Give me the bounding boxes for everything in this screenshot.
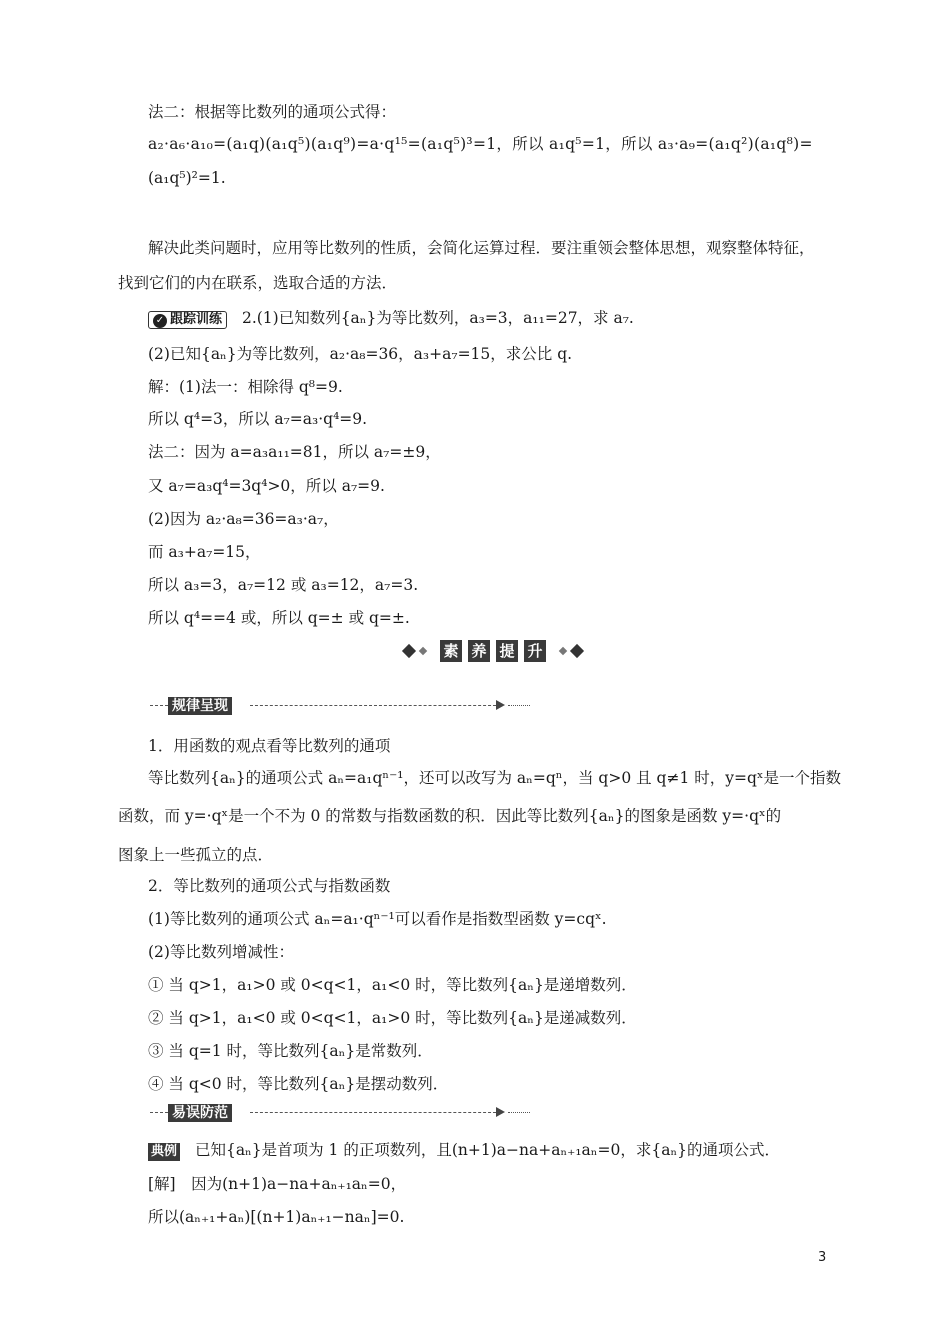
example-solution: [解] 因为(n+1)a−na+aₙ₊₁aₙ=0， <box>148 1175 407 1193</box>
pattern-label: 规律呈现 <box>168 696 232 715</box>
divider <box>150 705 168 706</box>
section-title-char: 养 <box>468 640 490 662</box>
section-title-char: 素 <box>440 640 462 662</box>
section-title-banner <box>388 638 598 664</box>
solution-line: 而 a₃+a₇=15， <box>148 543 261 561</box>
method2-formula-line2: (a₁q⁵)²=1. <box>148 169 226 187</box>
tracking-question1: 2.(1)已知数列{aₙ}为等比数列，a₃=3，a₁₁=27，求 a₇. <box>241 309 634 327</box>
example-text: 已知{aₙ}是首项为 1 的正项数列，且(n+1)a−na+aₙ₊₁aₙ=0，求{aₙ}的通项公式． <box>194 1141 781 1159</box>
divider <box>150 1112 168 1113</box>
pattern-item1-text: 图象上一些孤立的点． <box>118 846 274 864</box>
diamond-icon <box>559 647 567 655</box>
example-badge: 典例 <box>148 1143 180 1161</box>
section-title-char: 提 <box>496 640 518 662</box>
solution-line: 又 a₇=a₃q⁴=3q⁴>0，所以 a₇=9. <box>148 477 385 495</box>
pattern-case: ② 当 q>1，a₁<0 或 0<q<1，a₁>0 时，等比数列{aₙ}是递减数列． <box>148 1009 637 1027</box>
diamond-icon <box>570 644 584 658</box>
solution-line: 解：(1)法一：相除得 q⁸=9. <box>148 378 343 396</box>
divider <box>508 705 530 706</box>
divider <box>250 1112 496 1113</box>
solution-line: (2)因为 a₂·a₈=36=a₃·a₇， <box>148 510 339 528</box>
example-row <box>148 1140 780 1161</box>
tracking-badge: ✓ 跟踪训练 <box>148 311 227 329</box>
summary-line2: 找到它们的内在联系，选取合适的方法． <box>118 274 398 292</box>
solution-line: 法二：因为 a=a₃a₁₁=81，所以 a₇=±9， <box>148 443 441 461</box>
arrow-icon <box>496 700 505 710</box>
pattern-item1-text: 函数，而 y=·qˣ是一个不为 0 的常数与指数函数的积．因此等比数列{aₙ}的图象是函数 y=·qˣ的 <box>118 807 782 825</box>
pattern-item1-text: 等比数列{aₙ}的通项公式 aₙ=a₁qⁿ⁻¹，还可以改写为 aₙ=qⁿ，当 q>0 且 q≠1 时，y=qˣ是一个指数 <box>148 769 841 787</box>
summary-line1: 解决此类问题时，应用等比数列的性质，会简化运算过程．要注重领会整体思想，观察整体特征， <box>148 239 815 257</box>
solution-line: 所以 q⁴==4 或，所以 q=± 或 q=±. <box>148 609 410 627</box>
example-solution: 所以(aₙ₊₁+aₙ)[(n+1)aₙ₊₁−naₙ]=0. <box>148 1208 405 1226</box>
method2-heading: 法二：根据等比数列的通项公式得： <box>148 103 397 121</box>
pattern-item1-title: 1．用函数的观点看等比数列的通项 <box>148 737 391 755</box>
arrow-icon <box>496 1107 505 1117</box>
diamond-icon <box>419 647 427 655</box>
tracking-question1-row <box>148 308 634 329</box>
pattern-case: ① 当 q>1，a₁>0 或 0<q<1，a₁<0 时，等比数列{aₙ}是递增数列． <box>148 976 637 994</box>
section-title-char: 升 <box>524 640 546 662</box>
page-number: 3 <box>818 1250 827 1265</box>
divider <box>508 1112 530 1113</box>
checkmark-icon: ✓ <box>153 314 167 328</box>
pattern-case: ③ 当 q=1 时，等比数列{aₙ}是常数列． <box>148 1042 433 1060</box>
diamond-icon <box>402 644 416 658</box>
pattern-item2-text: (2)等比数列增减性： <box>148 943 294 961</box>
pattern-item2-title: 2．等比数列的通项公式与指数函数 <box>148 877 391 895</box>
pattern-item2-text: (1)等比数列的通项公式 aₙ=a₁·qⁿ⁻¹可以看作是指数型函数 y=cqˣ. <box>148 910 607 928</box>
method2-formula-line1: a₂·a₆·a₁₀=(a₁q)(a₁q⁵)(a₁q⁹)=a·q¹⁵=(a₁q⁵)³=1，所以 a₁q⁵=1，所以 a₃·a₉=(a₁q²)(a₁q⁸)= <box>148 135 813 153</box>
divider <box>250 705 496 706</box>
solution-line: 所以 q⁴=3，所以 a₇=a₃·q⁴=9. <box>148 410 368 428</box>
tracking-question2: (2)已知{aₙ}为等比数列，a₂·a₈=36，a₃+a₇=15，求公比 q. <box>148 345 573 363</box>
pattern-case: ④ 当 q<0 时，等比数列{aₙ}是摆动数列． <box>148 1075 449 1093</box>
mistake-label: 易误防范 <box>168 1103 232 1122</box>
solution-line: 所以 a₃=3，a₇=12 或 a₃=12，a₇=3. <box>148 576 419 594</box>
